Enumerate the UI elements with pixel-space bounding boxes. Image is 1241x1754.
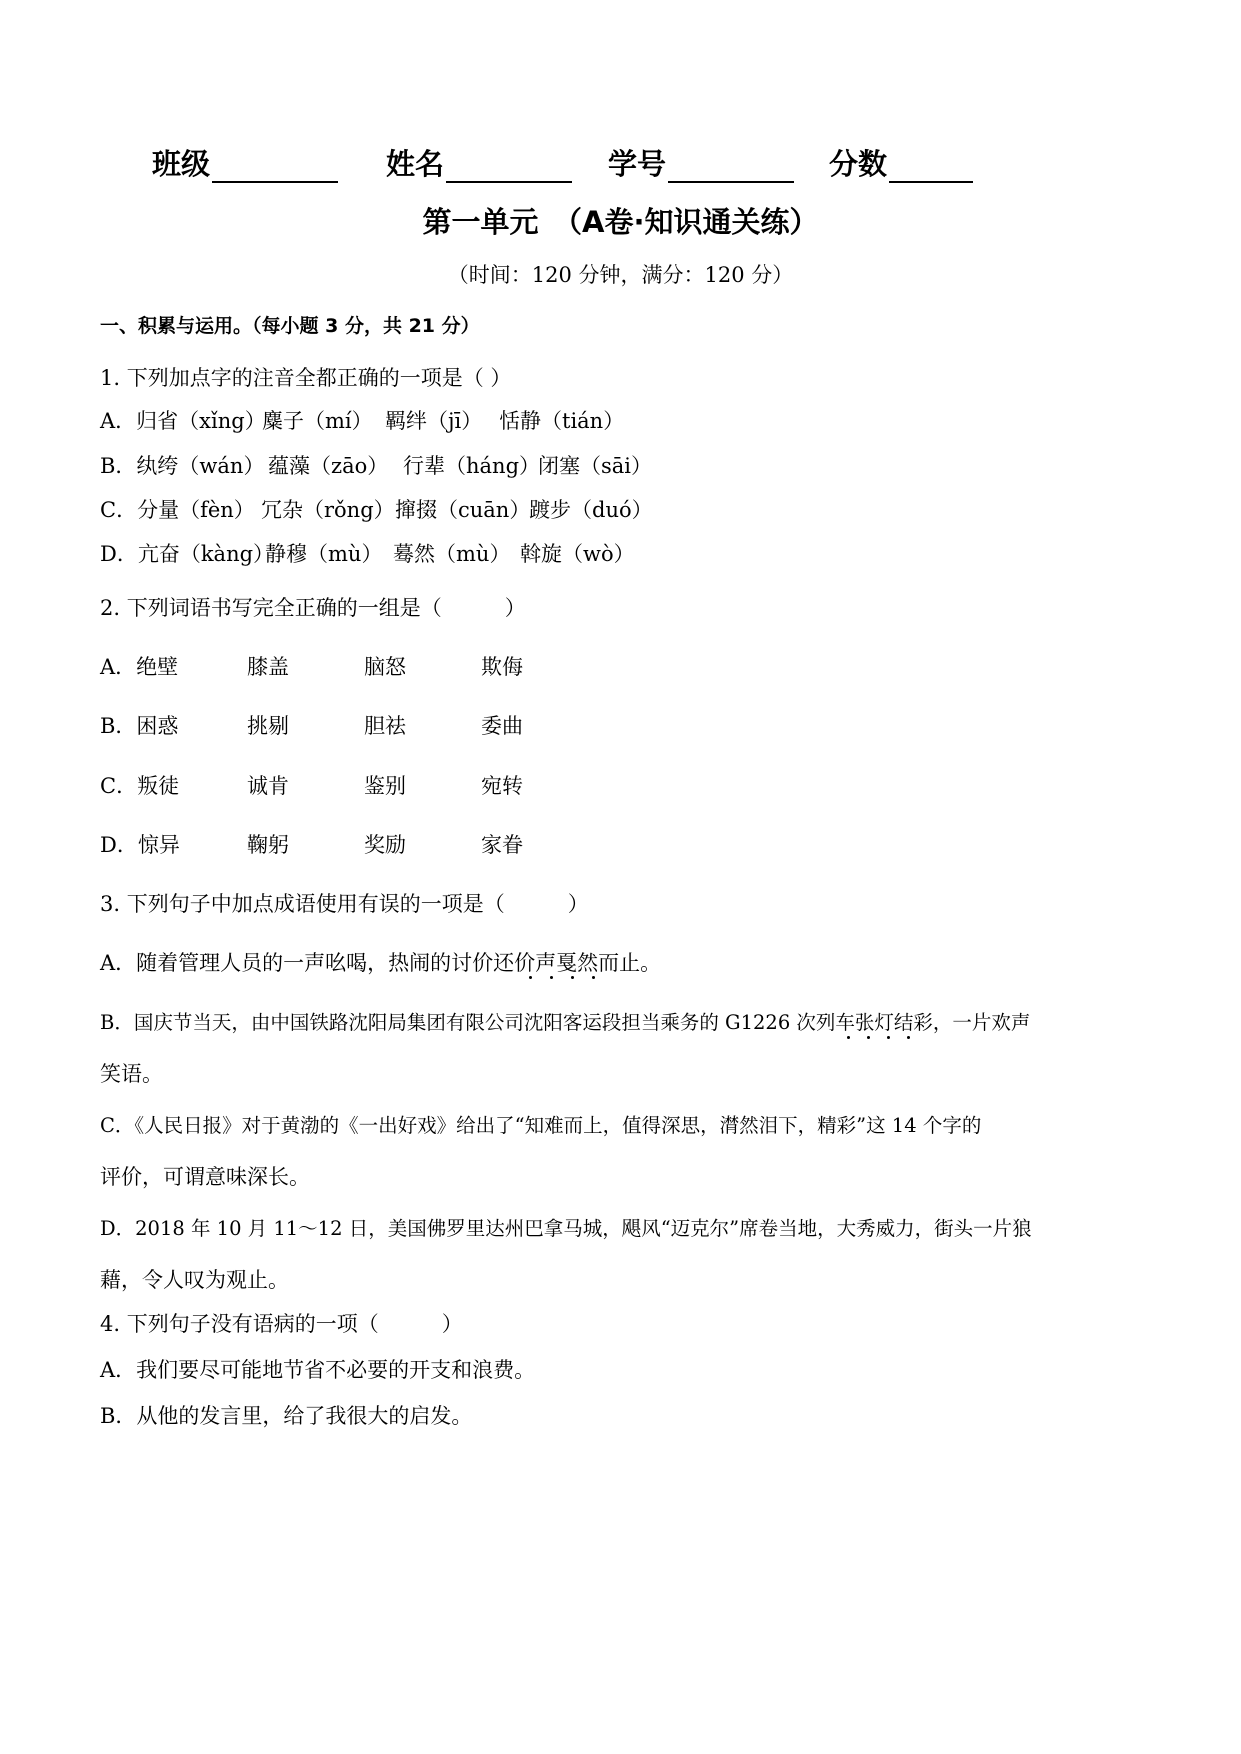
q3-option-c-line2: 评价，可谓意味深长。: [100, 1165, 310, 1189]
q1-option-a-4: 恬静（tián）: [499, 409, 625, 433]
q1-option-d-1: D．亢奋（kàng）: [100, 542, 275, 566]
q2-option-b-3: 胆祛: [364, 714, 406, 738]
score-field: [829, 142, 973, 183]
q1-option-c-2: 冗杂（rǒng）: [261, 498, 395, 522]
score-blank[interactable]: [889, 151, 973, 183]
q1-option-c-4: 踱步（duó）: [529, 498, 653, 522]
name-label: 姓名: [386, 147, 445, 181]
q2-option-c-2: 诚肯: [247, 774, 289, 798]
q2-option-c-4: 宛转: [481, 774, 523, 798]
q3-option-b-line2: 笑语。: [100, 1062, 163, 1086]
q4-option-b: B．从他的发言里，给了我很大的启发。: [100, 1404, 473, 1428]
q1-option-a-3: 羁绊（jī）: [385, 409, 483, 433]
q2-option-c-1: C．叛徒: [100, 774, 180, 798]
q3-option-d-line1: D．2018 年 10 月 11～12 日，美国佛罗里达州巴拿马城，飓风“迈克尔”席卷当地，大秀威力，街头一片狼: [100, 1217, 1032, 1240]
q1-option-b-3: 行辈（háng）: [403, 454, 541, 478]
name-field: [386, 142, 572, 183]
q1-option-b-4: 闭塞（sāi）: [538, 454, 653, 478]
q2-option-c-3: 鉴别: [364, 774, 406, 798]
q4-option-a: A．我们要尽可能地节省不必要的开支和浪费。: [100, 1358, 536, 1382]
q1-option-c-1: C．分量（fèn）: [100, 498, 255, 522]
q1-option-a-1: A．归省（xǐng）: [100, 409, 266, 433]
q2-option-d-4: 家眷: [481, 833, 523, 857]
student-id-blank[interactable]: [668, 151, 794, 183]
emphasis-dot: [571, 976, 574, 979]
class-blank[interactable]: [212, 151, 338, 183]
emphasis-dot: [867, 1036, 870, 1039]
q1-option-d-2: 静穆（mù）: [265, 542, 383, 566]
emphasis-dot: [592, 976, 595, 979]
page-title: 第一单元 （A卷·知识通关练）: [422, 205, 819, 239]
q2-option-a-4: 欺侮: [481, 655, 523, 679]
q2-option-d-2: 鞠躬: [247, 833, 289, 857]
section-heading: 一、积累与运用。（每小题 3 分，共 21 分）: [100, 315, 480, 337]
q3-option-d-line2: 藉，令人叹为观止。: [100, 1268, 289, 1292]
emphasis-dot: [887, 1036, 890, 1039]
q1-option-b-2: 蕴藻（zāo）: [268, 454, 389, 478]
question-3-stem: 3. 下列句子中加点成语使用有误的一项是（ ）: [100, 892, 589, 916]
q2-option-d-3: 奖励: [364, 833, 406, 857]
page-subtitle: （时间：120 分钟，满分：120 分）: [447, 263, 794, 287]
q2-option-a-1: A．绝壁: [100, 655, 179, 679]
student-id-field: [608, 142, 794, 183]
emphasis-dot: [529, 976, 532, 979]
q1-option-d-3: 蓦然（mù）: [393, 542, 511, 566]
q1-option-d-4: 斡旋（wò）: [520, 542, 635, 566]
q2-option-b-4: 委曲: [481, 714, 523, 738]
q2-option-b-2: 挑剔: [247, 714, 289, 738]
emphasis-dot: [907, 1036, 910, 1039]
q2-option-a-3: 脑怒: [364, 655, 406, 679]
student-id-label: 学号: [608, 147, 667, 181]
question-1-stem: 1. 下列加点字的注音全都正确的一项是（ ）: [100, 366, 512, 390]
q2-option-d-1: D．惊异: [100, 833, 180, 857]
q3-option-a: A．随着管理人员的一声吆喝，热闹的讨价还价声戛然而止。: [100, 951, 662, 975]
q1-option-c-3: 撺掇（cuān）: [395, 498, 531, 522]
score-label: 分数: [829, 147, 888, 181]
q2-option-a-2: 膝盖: [247, 655, 289, 679]
emphasis-dot: [847, 1036, 850, 1039]
question-4-stem: 4. 下列句子没有语病的一项（ ）: [100, 1312, 463, 1336]
q2-option-b-1: B．困惑: [100, 714, 179, 738]
q1-option-a-2: 麋子（mí）: [262, 409, 373, 433]
class-field: [152, 142, 338, 183]
q3-option-b-line1: B．国庆节当天，由中国铁路沈阳局集团有限公司沈阳客运段担当乘务的 G1226 次列车张灯结彩，一片欢声: [100, 1011, 1031, 1034]
q3-option-c-line1: C．《人民日报》对于黄渤的《一出好戏》给出了“知难而上，值得深思，潸然泪下，精彩”这 14 个字的: [100, 1114, 982, 1137]
name-blank[interactable]: [446, 151, 572, 183]
question-2-stem: 2. 下列词语书写完全正确的一组是（ ）: [100, 596, 526, 620]
q1-option-b-1: B．纨绔（wán）: [100, 454, 265, 478]
class-label: 班级: [152, 147, 211, 181]
emphasis-dot: [550, 976, 553, 979]
